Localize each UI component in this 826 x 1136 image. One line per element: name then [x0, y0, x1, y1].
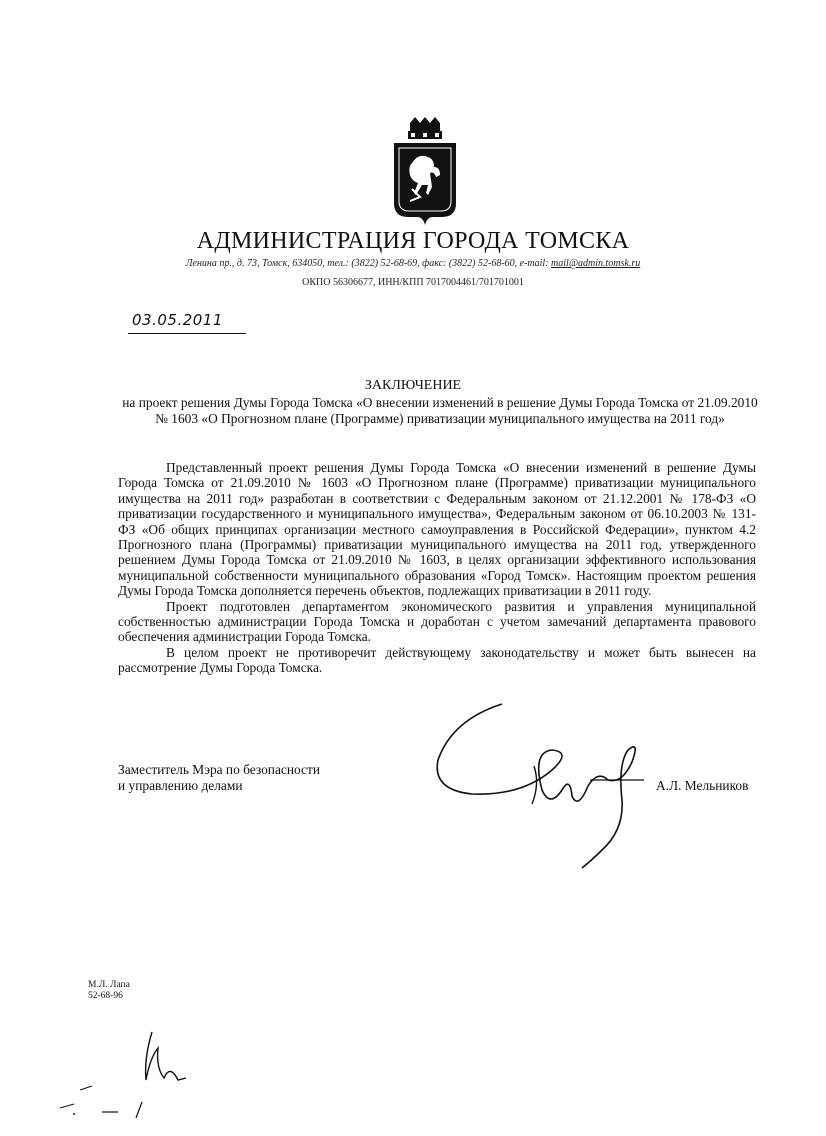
executor-name: М.Л. Лапа	[88, 980, 130, 990]
body-paragraph: Представленный проект решения Думы Города Томска «О внесении изменений в решение Думы Города Томска от 21.09.2010 № 1603 «О Прогнозном плане (Программе) приватизации муниципального имущества на 2011 год» разработан в соответствии с Федеральным законом от 21.12.2001 № 178-ФЗ «О приватизации государственного и муниципального имущества», Федеральным законом от 06.10.2003 № 131-ФЗ «Об общих принципах организации местного самоуправления в Российской Федерации», пунктом 4.2 Прогнозного плана (Программы) приватизации муниципального имущества на 2011 год, утвержденного решением Думы Города Томска от 21.09.2010 № 1603, в целях организации эффективного использования муниципальной собственности муниципального образования «Город Томск». Настоящим проектом решения Думы Города Томска дополняется перечень объектов, подлежащих приватизации в 2011 году.	[118, 460, 756, 599]
handwritten-signature	[432, 700, 672, 870]
position-line: и управлению делами	[118, 778, 243, 793]
signer-name: А.Л. Мельников	[656, 778, 749, 793]
date-underline	[128, 333, 246, 334]
coat-of-arms-icon	[388, 117, 462, 229]
email-link[interactable]: mail@admin.tomsk.ru	[551, 258, 641, 269]
document-body	[118, 460, 756, 676]
body-paragraph: В целом проект не противоречит действующему законодательству и может быть вынесен на рассмотрение Думы Города Томска.	[118, 644, 756, 676]
executor-info	[88, 980, 130, 1002]
organization-name: АДМИНИСТРАЦИЯ ГОРОДА ТОМСКА	[196, 228, 630, 254]
document-title: ЗАКЛЮЧЕНИЕ	[364, 378, 462, 393]
contact-line	[0, 258, 826, 269]
registration-codes: ОКПО 56306677, ИНН/КПП 7017004461/701701001	[302, 277, 524, 288]
position-line: Заместитель Мэра по безопасности	[118, 762, 321, 777]
address-text: Ленина пр., д. 73, Томск, 634050, тел.: (3822) 52-68-69, факс: (3822) 52-68-60, e-mail:	[185, 258, 552, 269]
document-date: 03.05.2011	[132, 311, 223, 329]
document-subtitle: на проект решения Думы Города Томска «О внесении изменений в решение Думы Города Томска от 21.09.2010 № 1603 «О Прогнозном плане (Программе) приватизации муниципального имущества на 2011 год»	[122, 395, 758, 426]
body-paragraph: Проект подготовлен департаментом экономического развития и управления муниципальной собственностью администрации Города Томска и доработан с учетом замечаний департамента правового обеспечения администрации Города Томска.	[118, 598, 756, 645]
executor-phone: 52-68-96	[88, 991, 123, 1001]
signatory-position	[118, 762, 358, 794]
handwritten-initials	[52, 1028, 202, 1123]
